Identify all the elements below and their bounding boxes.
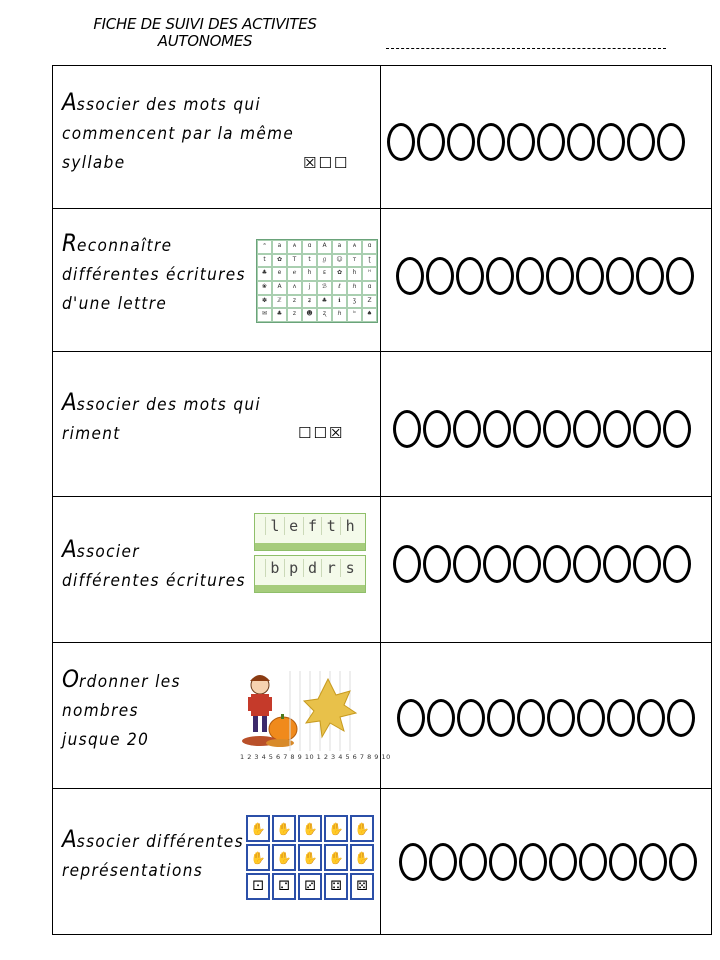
activity-label — [62, 825, 244, 886]
grid-cell: ɑ — [362, 281, 377, 295]
progress-ovals — [397, 699, 695, 737]
strip-letter: f — [303, 517, 322, 535]
grid-cell: z — [287, 295, 302, 309]
progress-cell — [381, 643, 712, 789]
progress-oval[interactable] — [603, 545, 631, 583]
strip-letter: d — [303, 559, 322, 577]
label-line: différentes écritures — [62, 265, 246, 285]
label-line: Associer des mots qui — [62, 88, 262, 116]
grid-cell: e — [272, 267, 287, 281]
activity-table — [52, 65, 712, 935]
grid-cell: t — [257, 254, 272, 268]
grid-cell: ♣ — [317, 295, 332, 309]
activity-cell — [53, 643, 391, 789]
hand-card: ✋ — [324, 815, 348, 842]
grid-cell: ♣ — [257, 267, 272, 281]
progress-oval[interactable] — [633, 410, 661, 448]
progress-oval[interactable] — [669, 843, 697, 881]
progress-oval[interactable] — [487, 699, 515, 737]
label-line: Associer — [62, 535, 140, 563]
dice-card: ⚁ — [272, 873, 296, 900]
grid-cell: ❀ — [257, 281, 272, 295]
progress-oval[interactable] — [447, 123, 475, 161]
hand-card: ✋ — [350, 844, 374, 871]
progress-oval[interactable] — [657, 123, 685, 161]
activity-row — [53, 497, 712, 643]
grid-cell: ᴀ — [287, 240, 302, 254]
dice-card: ⚂ — [298, 873, 322, 900]
progress-oval[interactable] — [543, 410, 571, 448]
grid-cell: ℬ — [317, 281, 332, 295]
strip-letter: l — [265, 517, 284, 535]
grid-cell: ✿ — [272, 254, 287, 268]
progress-oval[interactable] — [393, 410, 421, 448]
progress-oval[interactable] — [483, 410, 511, 448]
progress-oval[interactable] — [507, 123, 535, 161]
progress-oval[interactable] — [513, 410, 541, 448]
grid-cell: h — [302, 267, 317, 281]
progress-oval[interactable] — [453, 545, 481, 583]
progress-oval[interactable] — [516, 257, 544, 295]
activity-row — [53, 209, 712, 352]
autumn-numbers-thumbnail — [240, 667, 391, 761]
hand-card: ✋ — [272, 815, 296, 842]
grid-cell: ☻ — [302, 308, 317, 322]
label-line: représentations — [62, 861, 204, 881]
number-line: 1 2 3 4 5 6 7 8 9 10 1 2 3 4 5 6 7 8 9 10 — [240, 753, 391, 761]
activity-label — [62, 88, 294, 178]
initial-letter: A — [62, 388, 77, 416]
dice-card: ⚀ — [246, 873, 270, 900]
label-line: nombres — [62, 701, 139, 721]
progress-oval[interactable] — [517, 699, 545, 737]
grid-cell: ʐ — [317, 308, 332, 322]
progress-oval[interactable] — [633, 545, 661, 583]
grid-cell: ♠ — [362, 308, 377, 322]
progress-oval[interactable] — [666, 257, 694, 295]
grid-cell: ʌ — [287, 281, 302, 295]
strip-letter: h — [340, 517, 359, 535]
label-line: Ordonner les — [62, 665, 181, 693]
progress-cell — [381, 789, 712, 935]
progress-oval[interactable] — [597, 123, 625, 161]
progress-ovals — [399, 843, 697, 881]
strip-letter: e — [284, 517, 303, 535]
letter-grid-thumbnail — [256, 239, 378, 323]
progress-oval[interactable] — [603, 410, 631, 448]
activity-label — [62, 229, 246, 319]
activity-row — [53, 66, 712, 209]
progress-ovals — [393, 545, 691, 583]
grid-cell: ᴛ — [347, 254, 362, 268]
progress-oval[interactable] — [573, 545, 601, 583]
grid-cell: t — [302, 254, 317, 268]
grid-cell: ᴇ — [317, 267, 332, 281]
activity-cell — [53, 352, 381, 497]
initial-letter: A — [62, 825, 77, 853]
progress-oval[interactable] — [457, 699, 485, 737]
progress-oval[interactable] — [573, 410, 601, 448]
grid-cell: a — [272, 240, 287, 254]
progress-oval[interactable] — [417, 123, 445, 161]
progress-oval[interactable] — [489, 843, 517, 881]
activity-cell — [53, 497, 381, 643]
progress-oval[interactable] — [663, 545, 691, 583]
strip-letters — [255, 514, 365, 535]
grid-cell: ℓ — [332, 281, 347, 295]
grid-cell: j — [302, 281, 317, 295]
progress-ovals — [387, 123, 685, 161]
name-line — [386, 48, 666, 49]
grid-cell: ℯ — [287, 267, 302, 281]
progress-oval[interactable] — [519, 843, 547, 881]
progress-oval[interactable] — [477, 123, 505, 161]
grid-cell: ℊ — [317, 254, 332, 268]
progress-oval[interactable] — [513, 545, 541, 583]
progress-oval[interactable] — [543, 545, 571, 583]
dice-card: ⚃ — [324, 873, 348, 900]
grid-cell: A — [272, 281, 287, 295]
initial-letter: O — [62, 665, 80, 693]
progress-oval[interactable] — [453, 410, 481, 448]
activity-cell — [53, 209, 381, 352]
sheet-title — [60, 16, 350, 50]
progress-cell — [381, 209, 712, 352]
grid-cell: ᵇ — [347, 308, 362, 322]
hand-card: ✋ — [350, 815, 374, 842]
progress-oval[interactable] — [423, 410, 451, 448]
progress-oval[interactable] — [459, 843, 487, 881]
progress-ovals — [396, 257, 694, 295]
hand-card: ✋ — [272, 844, 296, 871]
autumn-illustration — [240, 667, 360, 751]
label-line: jusque 20 — [62, 730, 150, 750]
progress-oval[interactable] — [636, 257, 664, 295]
grid-cell: h — [347, 267, 362, 281]
activity-cell — [53, 66, 381, 209]
strip-letters — [255, 556, 365, 577]
grid-cell: Z — [362, 295, 377, 309]
grid-cell: T — [287, 254, 302, 268]
grid-cell: ♣ — [272, 308, 287, 322]
progress-oval[interactable] — [549, 843, 577, 881]
progress-oval[interactable] — [486, 257, 514, 295]
progress-oval[interactable] — [627, 123, 655, 161]
grid-cell: ᴴ — [362, 267, 377, 281]
grid-cell: ℎ — [347, 281, 362, 295]
progress-oval[interactable] — [537, 123, 565, 161]
strip-bar — [255, 543, 365, 550]
label-line: Associer différentes — [62, 825, 244, 853]
activity-row — [53, 352, 712, 497]
progress-oval[interactable] — [397, 699, 425, 737]
hand-card: ✋ — [246, 844, 270, 871]
strip-letter: t — [321, 517, 340, 535]
progress-oval[interactable] — [546, 257, 574, 295]
checkbox-group[interactable]: ☐☐☒ — [298, 424, 345, 442]
progress-oval[interactable] — [427, 699, 455, 737]
grid-cell: a — [332, 240, 347, 254]
progress-oval[interactable] — [456, 257, 484, 295]
activity-row — [53, 789, 712, 935]
grid-cell: ☺ — [332, 254, 347, 268]
progress-oval[interactable] — [429, 843, 457, 881]
activity-label — [62, 388, 261, 449]
grid-cell: A — [317, 240, 332, 254]
grid-cell: ʒ — [347, 295, 362, 309]
grid-cell: ✉ — [257, 308, 272, 322]
progress-oval[interactable] — [576, 257, 604, 295]
label-line: d'une lettre — [62, 294, 168, 314]
title-line-2: AUTONOMES — [157, 32, 253, 50]
progress-cell — [381, 497, 712, 643]
grid-cell: ✽ — [257, 295, 272, 309]
strip-letter: s — [340, 559, 359, 577]
girl-illustration — [248, 675, 272, 732]
progress-oval[interactable] — [423, 545, 451, 583]
label-line: syllabe — [62, 153, 126, 173]
strip-letter: p — [284, 559, 303, 577]
initial-letter: R — [62, 229, 78, 257]
progress-oval[interactable] — [637, 699, 665, 737]
grid-cell: ɑ — [302, 240, 317, 254]
progress-cell — [381, 352, 712, 497]
grid-cell: ℹ — [332, 295, 347, 309]
strip-bar — [255, 585, 365, 592]
pumpkin-illustration — [269, 714, 297, 741]
dice-card: ⚄ — [350, 873, 374, 900]
progress-oval[interactable] — [396, 257, 424, 295]
hand-card: ✋ — [298, 844, 322, 871]
letter-strip-2 — [254, 555, 366, 593]
hand-card: ✋ — [324, 844, 348, 871]
label-line: riment — [62, 424, 121, 444]
progress-oval[interactable] — [609, 843, 637, 881]
representation-cards — [246, 815, 374, 900]
progress-oval[interactable] — [667, 699, 695, 737]
progress-oval[interactable] — [663, 410, 691, 448]
checkbox-group[interactable]: ☒☐☐ — [303, 154, 350, 172]
progress-oval[interactable] — [483, 545, 511, 583]
hand-card: ✋ — [298, 815, 322, 842]
grid-cell: ʑ — [302, 295, 317, 309]
progress-oval[interactable] — [606, 257, 634, 295]
grid-cell: ʈ — [362, 254, 377, 268]
label-line: commencent par la même — [62, 124, 295, 144]
activity-cell — [53, 789, 381, 935]
grid-cell: ᴀ — [347, 240, 362, 254]
label-line: Reconnaître — [62, 229, 173, 257]
activity-label — [62, 535, 246, 596]
grid-cell: ᵃ — [257, 240, 272, 254]
progress-oval[interactable] — [426, 257, 454, 295]
initial-letter: A — [62, 535, 77, 563]
strip-letter: b — [265, 559, 284, 577]
title-line-1: FICHE DE SUIVI DES ACTIVITES — [93, 15, 317, 33]
grid-cell: ✿ — [332, 267, 347, 281]
progress-oval[interactable] — [393, 545, 421, 583]
progress-oval[interactable] — [399, 843, 427, 881]
progress-oval[interactable] — [567, 123, 595, 161]
hand-card: ✋ — [246, 815, 270, 842]
label-line: différentes écritures — [62, 571, 246, 591]
grid-cell: ℤ — [272, 295, 287, 309]
progress-oval[interactable] — [607, 699, 635, 737]
activity-row — [53, 643, 712, 789]
label-line: Associer des mots qui — [62, 388, 262, 416]
letter-strip-1 — [254, 513, 366, 551]
progress-oval[interactable] — [579, 843, 607, 881]
progress-oval[interactable] — [387, 123, 415, 161]
progress-cell — [381, 66, 712, 209]
grid-cell: ɑ — [362, 240, 377, 254]
activity-label — [62, 665, 181, 755]
initial-letter: A — [62, 88, 77, 116]
progress-ovals — [393, 410, 691, 448]
progress-oval[interactable] — [577, 699, 605, 737]
grid-cell: ᴢ — [287, 308, 302, 322]
progress-oval[interactable] — [547, 699, 575, 737]
progress-oval[interactable] — [639, 843, 667, 881]
strip-letter: r — [321, 559, 340, 577]
grid-cell: ℎ — [332, 308, 347, 322]
